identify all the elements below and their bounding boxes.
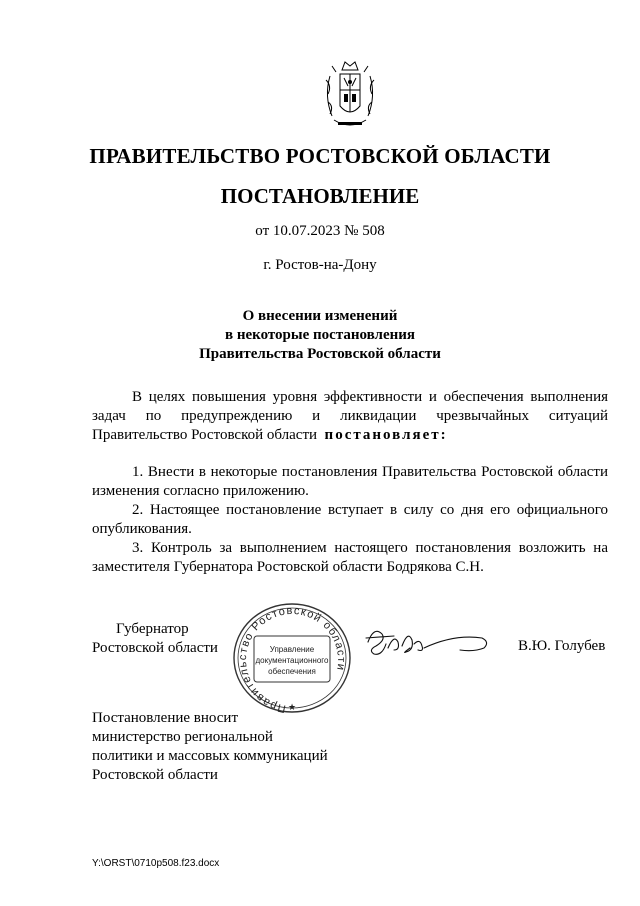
coat-of-arms-icon [318, 56, 382, 132]
seal-star-icon: ★ [287, 702, 297, 712]
document-type: ПОСТАНОВЛЕНИЕ [220, 184, 420, 208]
list-item: 3. Контроль за выполнением настоящего постановления возложить на заместителя Губернатора Ростовской области Бодрякова С.Н. [92, 540, 608, 575]
submitted-by-line-1: Постановление вносит [92, 710, 239, 726]
submitted-by-line-2: министерство региональной [92, 729, 273, 745]
list-item: 1. Внести в некоторые постановления Правительства Ростовской области изменения согласно приложению. [92, 464, 608, 499]
file-path: Y:\ORST\0710p508.f23.docx [92, 858, 220, 869]
signatory-name: В.Ю. Голубев [518, 638, 606, 654]
signatory-title-line-2: Ростовской области [92, 640, 218, 656]
document-subject [0, 307, 640, 364]
seal-ring-text: Правительство Ростовской области [236, 604, 348, 715]
subject-line-3: Правительства Ростовской области [199, 346, 441, 362]
submitted-by-line-3: политики и массовых коммуникаций [92, 748, 328, 764]
submitted-by-line-4: Ростовской области [92, 767, 218, 783]
handwritten-signature [364, 620, 494, 664]
date-number: от 10.07.2023 № 508 [255, 223, 385, 239]
preamble-verb: постановляет: [324, 427, 448, 443]
preamble-paragraph [92, 388, 608, 445]
organization-title: ПРАВИТЕЛЬСТВО РОСТОВСКОЙ ОБЛАСТИ [89, 144, 551, 168]
official-seal [228, 600, 356, 716]
subject-line-2: в некоторые постановления [224, 327, 416, 343]
list-item: 2. Настоящее постановление вступает в силу со дня его официального опубликования. [92, 502, 608, 537]
city: г. Ростов-на-Дону [263, 257, 377, 273]
submitted-by [92, 709, 328, 785]
seal-inner-line-3: обеспечения [268, 667, 316, 676]
preamble-text: В целях повышения уровня эффективности и обеспечения выполнения задач по предупреждению и ликвидации чрезвычайных ситуаций Правительство Ростовской области [92, 389, 608, 443]
signatory-title [92, 620, 218, 658]
seal-inner-line-2: документационного [255, 656, 329, 665]
signatory-title-line-1: Губернатор [116, 621, 189, 637]
subject-line-1: О внесении изменений [242, 308, 398, 324]
seal-inner-line-1: Управление [269, 645, 315, 654]
